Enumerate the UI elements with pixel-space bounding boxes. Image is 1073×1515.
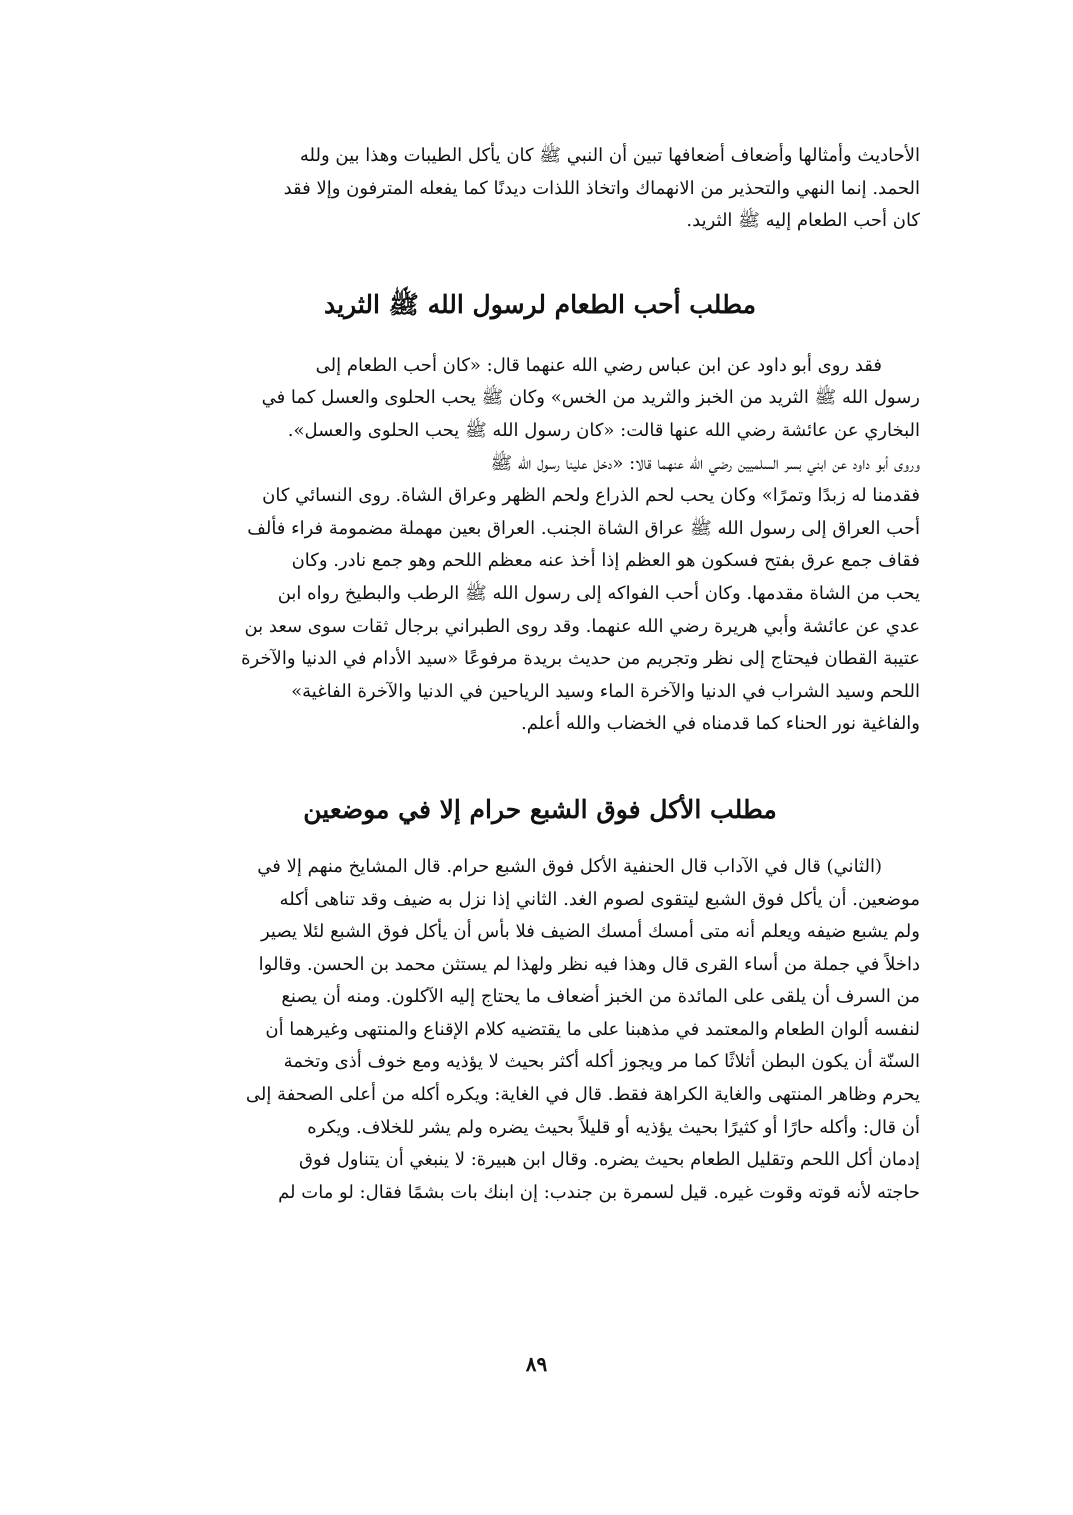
text-line: الأحاديث وأمثالها وأضعاف أضعافها تبين أن النبي ﷺ كان يأكل الطيبات وهذا بين ولله — [299, 145, 920, 166]
text-line: فقد روى أبو داود عن ابن عباس رضي الله عنهما قال: «كان أحب الطعام إلى — [315, 354, 882, 376]
paragraph-2 — [160, 350, 920, 741]
text-line: وروى أبو داود عن ابني بسر السلميين رضي الله عنهما قالا: «دخل علينا رسول الله ﷺ — [490, 452, 920, 474]
paragraph-3 — [160, 851, 920, 1210]
text-line: فقاف جمع عرق بفتح فسكون هو العظم إذا أخذ عنه معظم اللحم وهو جمع نادر. وكان — [291, 550, 920, 572]
text-line: يحب من الشاة مقدمها. وكان أحب الفواكه إلى رسول الله ﷺ الرطب والبطيخ رواه ابن — [277, 582, 920, 604]
text-line: اللحم وسيد الشراب في الدنيا والآخرة الماء وسيد الرياحين في الدنيا والآخرة الفاغية» — [291, 680, 920, 702]
text-line: موضعين. أن يأكل فوق الشبع ليتقوى لصوم الغد. الثاني إذا نزل به ضيف وقد تناهى أكله — [279, 888, 920, 910]
text-line: والفاغية نور الحناء كما قدمناه في الخضاب والله أعلم. — [521, 713, 920, 735]
text-line: حاجته لأنه قوته وقوت غيره. قيل لسمرة بن جندب: إن ابنك بات بشمًا فقال: لو مات لم — [278, 1181, 920, 1203]
paragraph-1 — [160, 140, 920, 238]
text-line: عدي عن عائشة وأبي هريرة رضي الله عنهما. وقد روى الطبراني برجال ثقات سوى سعد بن — [244, 615, 920, 637]
text-line: إدمان أكل اللحم وتقليل الطعام بحيث يضره. وقال ابن هبيرة: لا ينبغي أن يتناول فوق — [299, 1149, 920, 1171]
page-body — [160, 140, 920, 1209]
text-line: عتيبة القطان فيحتاج إلى نظر وتجريم من حديث بريدة مرفوعًا «سيد الأدام في الدنيا والآخرة — [241, 648, 920, 670]
section-heading-2: مطلب الأكل فوق الشبع حرام إلا في موضعين — [303, 794, 777, 824]
text-line: داخلاً في جملة من أساء القرى قال وهذا فيه نظر ولهذا لم يستثن محمد بن الحسن. وقالوا — [258, 953, 920, 975]
text-line: البخاري عن عائشة رضي الله عنها قالت: «كان رسول الله ﷺ يحب الحلوى والعسل». — [287, 419, 920, 441]
text-line: من السرف أن يلقى على المائدة من الخبز أضعاف ما يحتاج إليه الآكلون. ومنه أن يصنع — [281, 986, 920, 1008]
text-line: كان أحب الطعام إليه ﷺ الثريد. — [686, 210, 920, 232]
text-line: ولم يشبع ضيفه ويعلم أنه متى أمسك أمسك الضيف فلا بأس أن يأكل فوق الشبع لئلا يصير — [260, 921, 920, 943]
text-line: فقدمنا له زبدًا وتمرًا» وكان يحب لحم الذراع ولحم الظهر وعراق الشاة. روى النسائي كان — [262, 485, 920, 507]
text-line: (الثاني) قال في الآداب قال الحنفية الأكل فوق الشبع حرام. قال المشايخ منهم إلا في — [257, 855, 882, 877]
section-heading-1: مطلب أحب الطعام لرسول الله ﷺ الثريد — [324, 289, 756, 319]
text-line: السنّة أن يكون البطن أثلاثًا كما مر ويجوز أكله أكثر بحيث لا يؤذيه ومع خوف أذى وتخمة — [283, 1051, 920, 1073]
text-line: أحب العراق إلى رسول الله ﷺ عراق الشاة الجنب. العراق بعين مهملة مضمومة فراء فألف — [247, 517, 920, 539]
page-number: ٨٩ — [525, 1352, 548, 1376]
text-line: لنفسه ألوان الطعام والمعتمد في مذهبنا على ما يقتضيه كلام الإقناع والمنتهى وغيرهما أن — [265, 1018, 920, 1040]
text-line: الحمد. إنما النهي والتحذير من الانهماك واتخاذ اللذات ديدنًا كما يفعله المترفون وإلا فقد — [283, 177, 920, 199]
text-line: رسول الله ﷺ الثريد من الخبز والثريد من الخس» وكان ﷺ يحب الحلوى والعسل كما في — [261, 387, 920, 409]
text-line: أن قال: وأكله حارًا أو كثيرًا بحيث يؤذيه أو قليلاً بحيث يضره ولم يشر للخلاف. ويكره — [307, 1116, 920, 1138]
text-line: يحرم وظاهر المنتهى والغاية الكراهة فقط. قال في الغاية: ويكره أكله من أعلى الصحفة إلى — [245, 1084, 920, 1106]
